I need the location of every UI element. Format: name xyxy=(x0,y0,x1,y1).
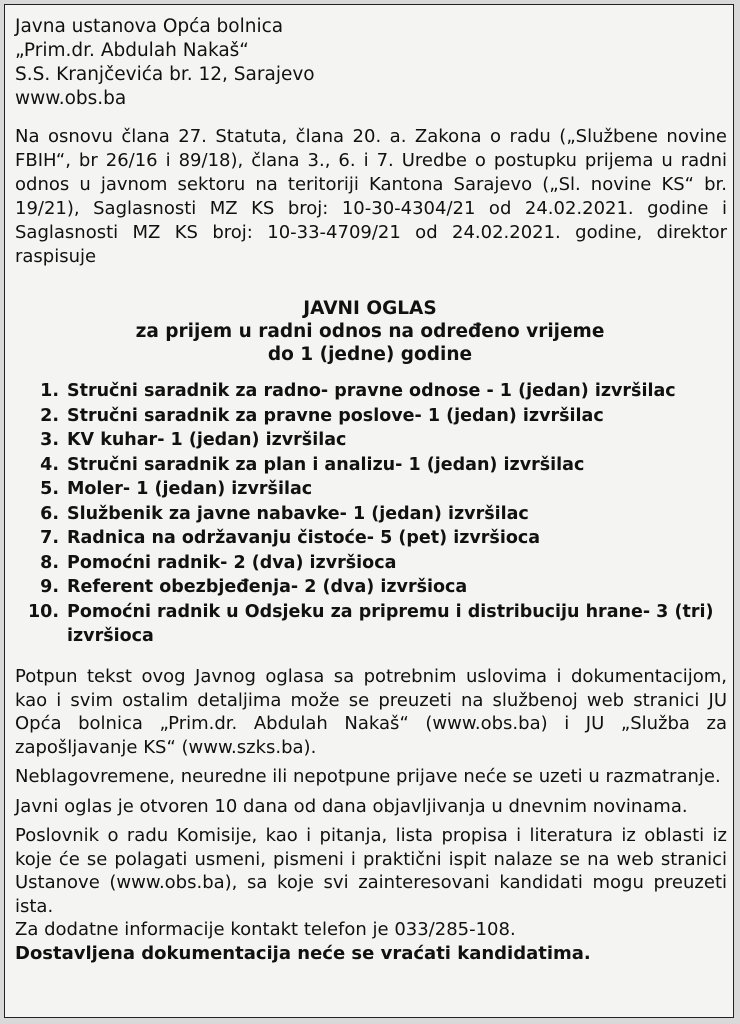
list-item: 6. Službenik za javne nabavke- 1 (jedan) izvršilac xyxy=(40,503,529,524)
list-item: 8. Pomoćni radnik- 2 (dva) izvršioca xyxy=(40,552,397,573)
list-item: 9. Referent obezbjeđenja- 2 (dva) izvršioca xyxy=(40,577,468,597)
list-item: 1. Stručni saradnik za radno- pravne odnose - 1 (jedan) izvršilac xyxy=(40,381,676,401)
positions-list xyxy=(17,379,727,649)
list-item: 5. Moler- 1 (jedan) izvršilac xyxy=(40,479,313,499)
list-item: 3. KV kuhar- 1 (jedan) izvršilac xyxy=(40,430,347,450)
title-duration: do 1 (jedne) godine xyxy=(267,344,473,365)
title-main: JAVNI OGLAS xyxy=(303,298,437,319)
list-item: 2. Stručni saradnik za pravne poslove- 1 (jedan) izvršilac xyxy=(40,405,604,426)
institution-website: www.obs.ba xyxy=(15,88,127,109)
list-item: 7. Radnica na održavanju čistoće- 5 (pet) izvršioca xyxy=(40,528,541,548)
institution-header xyxy=(15,15,315,111)
announcement-body xyxy=(15,665,727,965)
list-item: 4. Stručni saradnik za plan i analizu- 1 (jedan) izvršilac xyxy=(40,454,585,475)
title-subtitle: za prijem u radni odnos na određeno vrijeme xyxy=(135,321,605,342)
list-item: 10. Pomoćni radnik u Odsjeku za pripremu i distribuciju hrane- 3 (tri) izvršioca xyxy=(27,601,714,646)
institution-address: S.S. Kranjčevića br. 12, Sarajevo xyxy=(15,64,315,85)
legal-basis-paragraph: Na osnovu člana 27. Statuta, člana 20. a. Zakona o radu („Službene novine FBIH“, br 26/16 i 89/18), člana 3., 6. i 7. Uredbe o postupku prijema u radni odnos u javnom sektoru na teritoriji Kantona Sarajevo („Sl. novine KS“ br. 19/21), Saglasnosti MZ KS broj: 10-30-4304/21 od 24.02.2021. godine i Saglasnosti MZ KS broj: 10-33-4709/21 od 24.02.2021. godine, direktor raspisuje xyxy=(15,126,727,267)
exam-info-notice: Poslovnik o radu Komisije, kao i pitanja, lista propisa i literatura iz oblasti iz koje će se polagati usmeni, pismeni i praktični ispit nalaze se na web stranici Ustanove (www.obs.ba), sa koje svi zainteresovani kandidati mogu preuzeti ista. xyxy=(15,825,727,917)
institution-subtitle: „Prim.dr. Abdulah Nakaš“ xyxy=(15,40,249,61)
announcement-title xyxy=(5,297,734,366)
full-text-notice: Potpun tekst ovog Javnog oglasa sa potrebnim uslovima i dokumentacijom, kao i svim ostalim detaljima može se preuzeti na službenoj web stranici JU Opća bolnica „Prim.dr. Abdulah Nakaš“ (www.obs.ba) i JU „Služba za zapošljavanje KS“ (www.szks.ba). xyxy=(15,666,727,758)
institution-name: Javna ustanova Opća bolnica xyxy=(15,16,284,37)
open-period-notice: Javni oglas je otvoren 10 dana od dana objavljivanja u dnevnim novinama. xyxy=(15,795,688,817)
invalid-applications-notice: Neblagovremene, neuredne ili nepotpune prijave neće se uzeti u razmatranje. xyxy=(15,766,721,787)
documents-not-returned-notice: Dostavljena dokumentacija neće se vraćati kandidatima. xyxy=(15,942,591,964)
contact-phone-notice: Za dodatne informacije kontakt telefon je 033/285-108. xyxy=(15,919,516,940)
announcement-sheet xyxy=(4,4,734,1018)
